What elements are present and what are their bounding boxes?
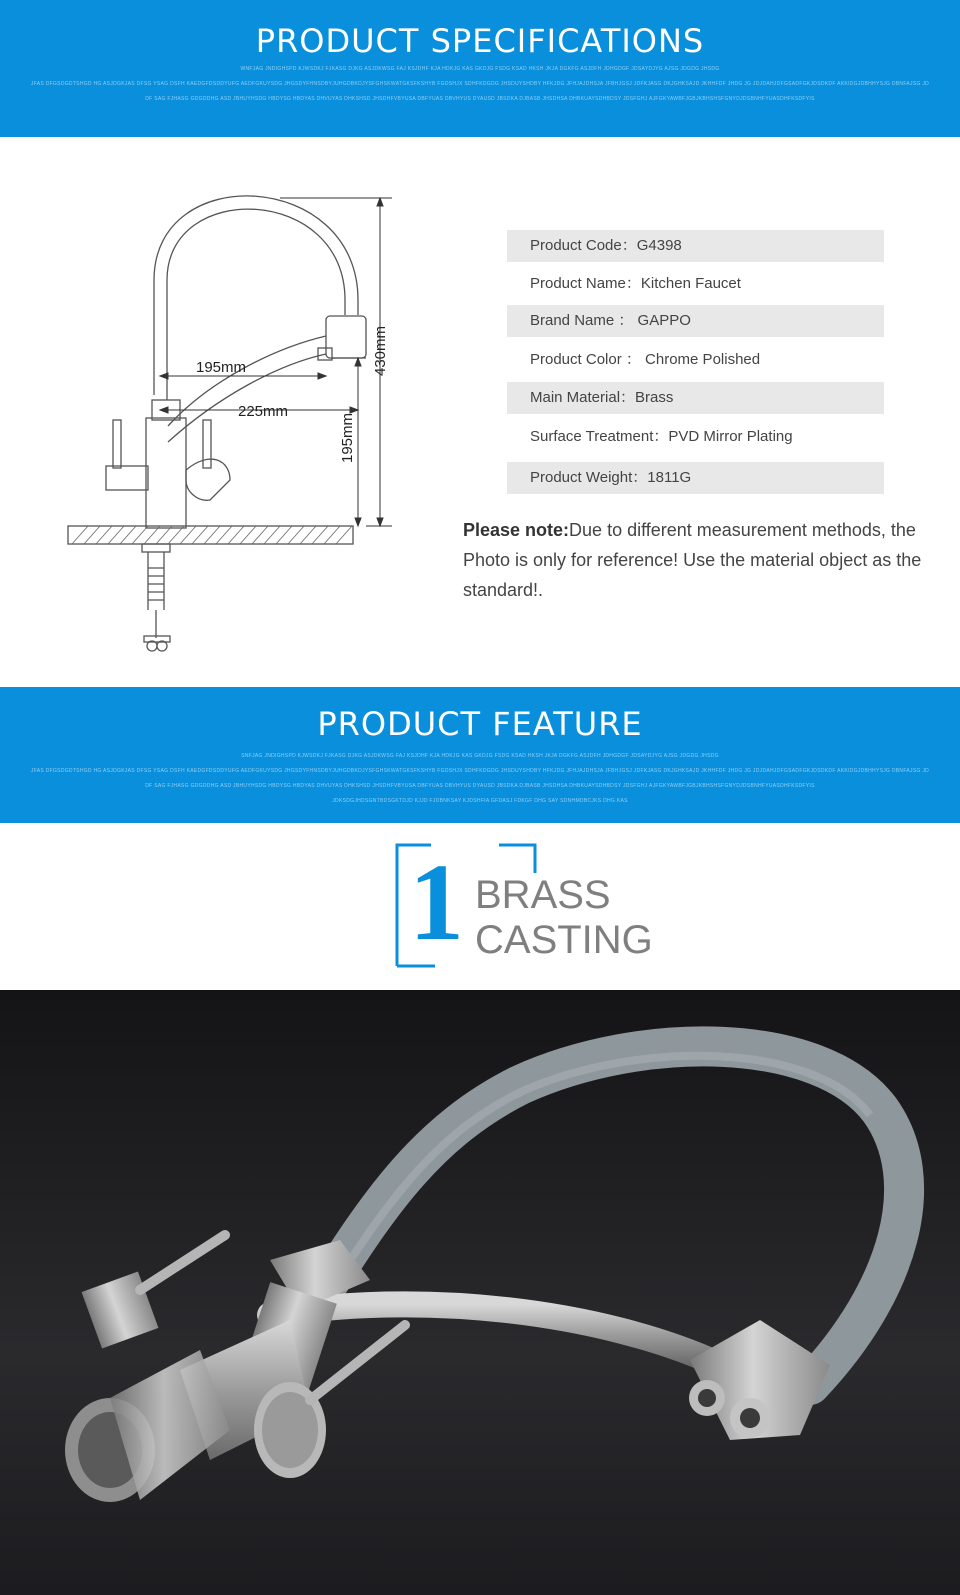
spec-label: Product Name：Kitchen Faucet xyxy=(530,275,741,292)
spec-label: Product Color ： Chrome Polished xyxy=(530,351,761,368)
feature-banner xyxy=(0,687,960,823)
spec-label: Product Weight：1811G xyxy=(530,469,692,486)
spec-row-product-weight xyxy=(507,462,884,494)
hose-outline xyxy=(154,196,358,395)
spec-row-main-material xyxy=(507,382,884,414)
spec-row-product-color xyxy=(507,344,884,376)
spec-row-surface-treatment xyxy=(507,421,884,453)
reference-note xyxy=(463,515,943,605)
specifications-banner xyxy=(0,0,960,137)
banner-fine-text: DF SAG FJHASG GDGDDHG ASD JBHUYHSDG HBDYSG HBDYAS DHVUYAS DHKSHSD JHSDHFVBYUSA DBFYUAS DBVHYUS DYAUSD JBSDKA DJBASB JHSDHSA DHBKUAYSDHBDSY JDSFGHJ AJFGKYAWBFJGBJKBHSHSFGNYDJDSBNHFYUASDHFKSDFYIS xyxy=(145,783,815,789)
note-heading: Please note: xyxy=(463,520,570,540)
spec-label: Main Material：Brass xyxy=(530,389,674,406)
feature-banner-title: PRODUCT FEATURE xyxy=(317,705,643,743)
banner-fine-text: DF SAG FJHASG GDGDDHG ASD JBHUYHSDG HBDYSG HBDYAS DHVUYAS DHKSHSD JHSDHFVBYUSA DBFYUAS DBVHYUS DYAUSD JBSDKA DJBASB JHSDHSA DHBKUAYSDHBDSY JDSFGHJ AJFGKYAWBFJGBJKBHSHSFGNYDJDSBNHFYUASDHFKSDFYIS xyxy=(145,96,815,102)
spec-label: Brand Name ： GAPPO xyxy=(530,312,691,329)
banner-fine-text: JFAS DFGSDGDTSHGD HG ASJDGKJAS DFSG YSAG DSFH KAEDGFDSDDYUFG AEDFGKUYSDG JHGSDYFHNSDBYJUHGDBKDJYSFGHSKWATGKSFKSHYB FGDSHJX SDHFKDGDG JHSDUYSHDBY HFKJDG JFHJAJDHSJA JFBHJGSJ JDFKJASG DKJGHKSAJD JKHHFDF JHDG JG JDJDAHJDFGSADFGKJDSDKDF AKKIDGJDBHHYSJG DBNFAJSG JD xyxy=(30,768,930,774)
note-text: Due to different measurement methods, the Photo is only for reference! Use the material object as the standard!. xyxy=(463,520,922,600)
faucet-product-photo xyxy=(0,990,960,1595)
banner-fine-text: SNFJAG JNDIGHSPD KJWSDKJ FJKASG DJKG ASJDKWSG FAJ KSJDHF KJA HDKJG KAS GKDJG FSDG KSAD HKSH JKJA DGKFG ASJDFH JDHGDGF JDSAYDJYG AJSG JDGDG JHSDG xyxy=(241,753,719,759)
feature-number: 1 xyxy=(409,843,464,963)
spec-row-brand-name xyxy=(507,305,884,337)
spec-row-product-name xyxy=(507,268,884,300)
banner-fine-text: JFAS DFGSDGDTSHGD HG ASJDGKJAS DFSG YSAG DSFH KAEDGFDSDDYUFG AEDFGKUYSDG JHGSDYFHNSDBYJUHGDBKDJYSFGHSKWATGKSFKSHYB FGDSHJX SDHFKDGDG JHSDUYSHDBY HFKJDG JFHJAJDHSJA JFBHJGSJ JDFKJASG DKJGHKSAJD JKHHFDF JHDG JG JDJDAHJDFGSADFGKJDSDKDF AKKIDGJDBHHYSJG DBNFAJSG JD xyxy=(30,81,930,87)
dim-reach-outer: 225mm xyxy=(238,403,289,420)
specifications-title: PRODUCT SPECIFICATIONS xyxy=(255,22,705,60)
dim-height-spout: 195mm xyxy=(339,412,356,463)
spec-label: Product Code：G4398 xyxy=(530,237,682,254)
spec-row-product-code xyxy=(507,230,884,262)
spec-label: Surface Treatment：PVD Mirror Plating xyxy=(530,428,793,445)
feature-frame-right xyxy=(499,845,535,873)
feature-line-2: CASTING xyxy=(475,918,653,962)
feature-heading xyxy=(395,843,665,968)
dim-height-total: 430mm xyxy=(372,325,389,376)
banner-fine-text: JDKSDGJHDSGNTBDSGKTDJD KJJD FJDBNKSAY KJDSHFIA GFDASJ FDKGF DHG SAY SDNHMDBCJKS DHG KAS xyxy=(332,798,628,804)
faucet-dimension-drawing xyxy=(60,180,450,670)
banner-fine-text: WNFJAG JNDIGHSPD KJWSDKJ FJKASG DJKG ASJDKWSG FAJ KSJDHF KJA HDKJG KAS GKDJG FSDG KSAD HKSH JKJA DGKFG ASJDFH JDHGDGF JDSAYDJYG AJSG JDGDG JHSDG xyxy=(240,66,720,72)
feature-line-1: BRASS xyxy=(475,873,611,917)
dim-reach-inner: 195mm xyxy=(196,359,247,376)
